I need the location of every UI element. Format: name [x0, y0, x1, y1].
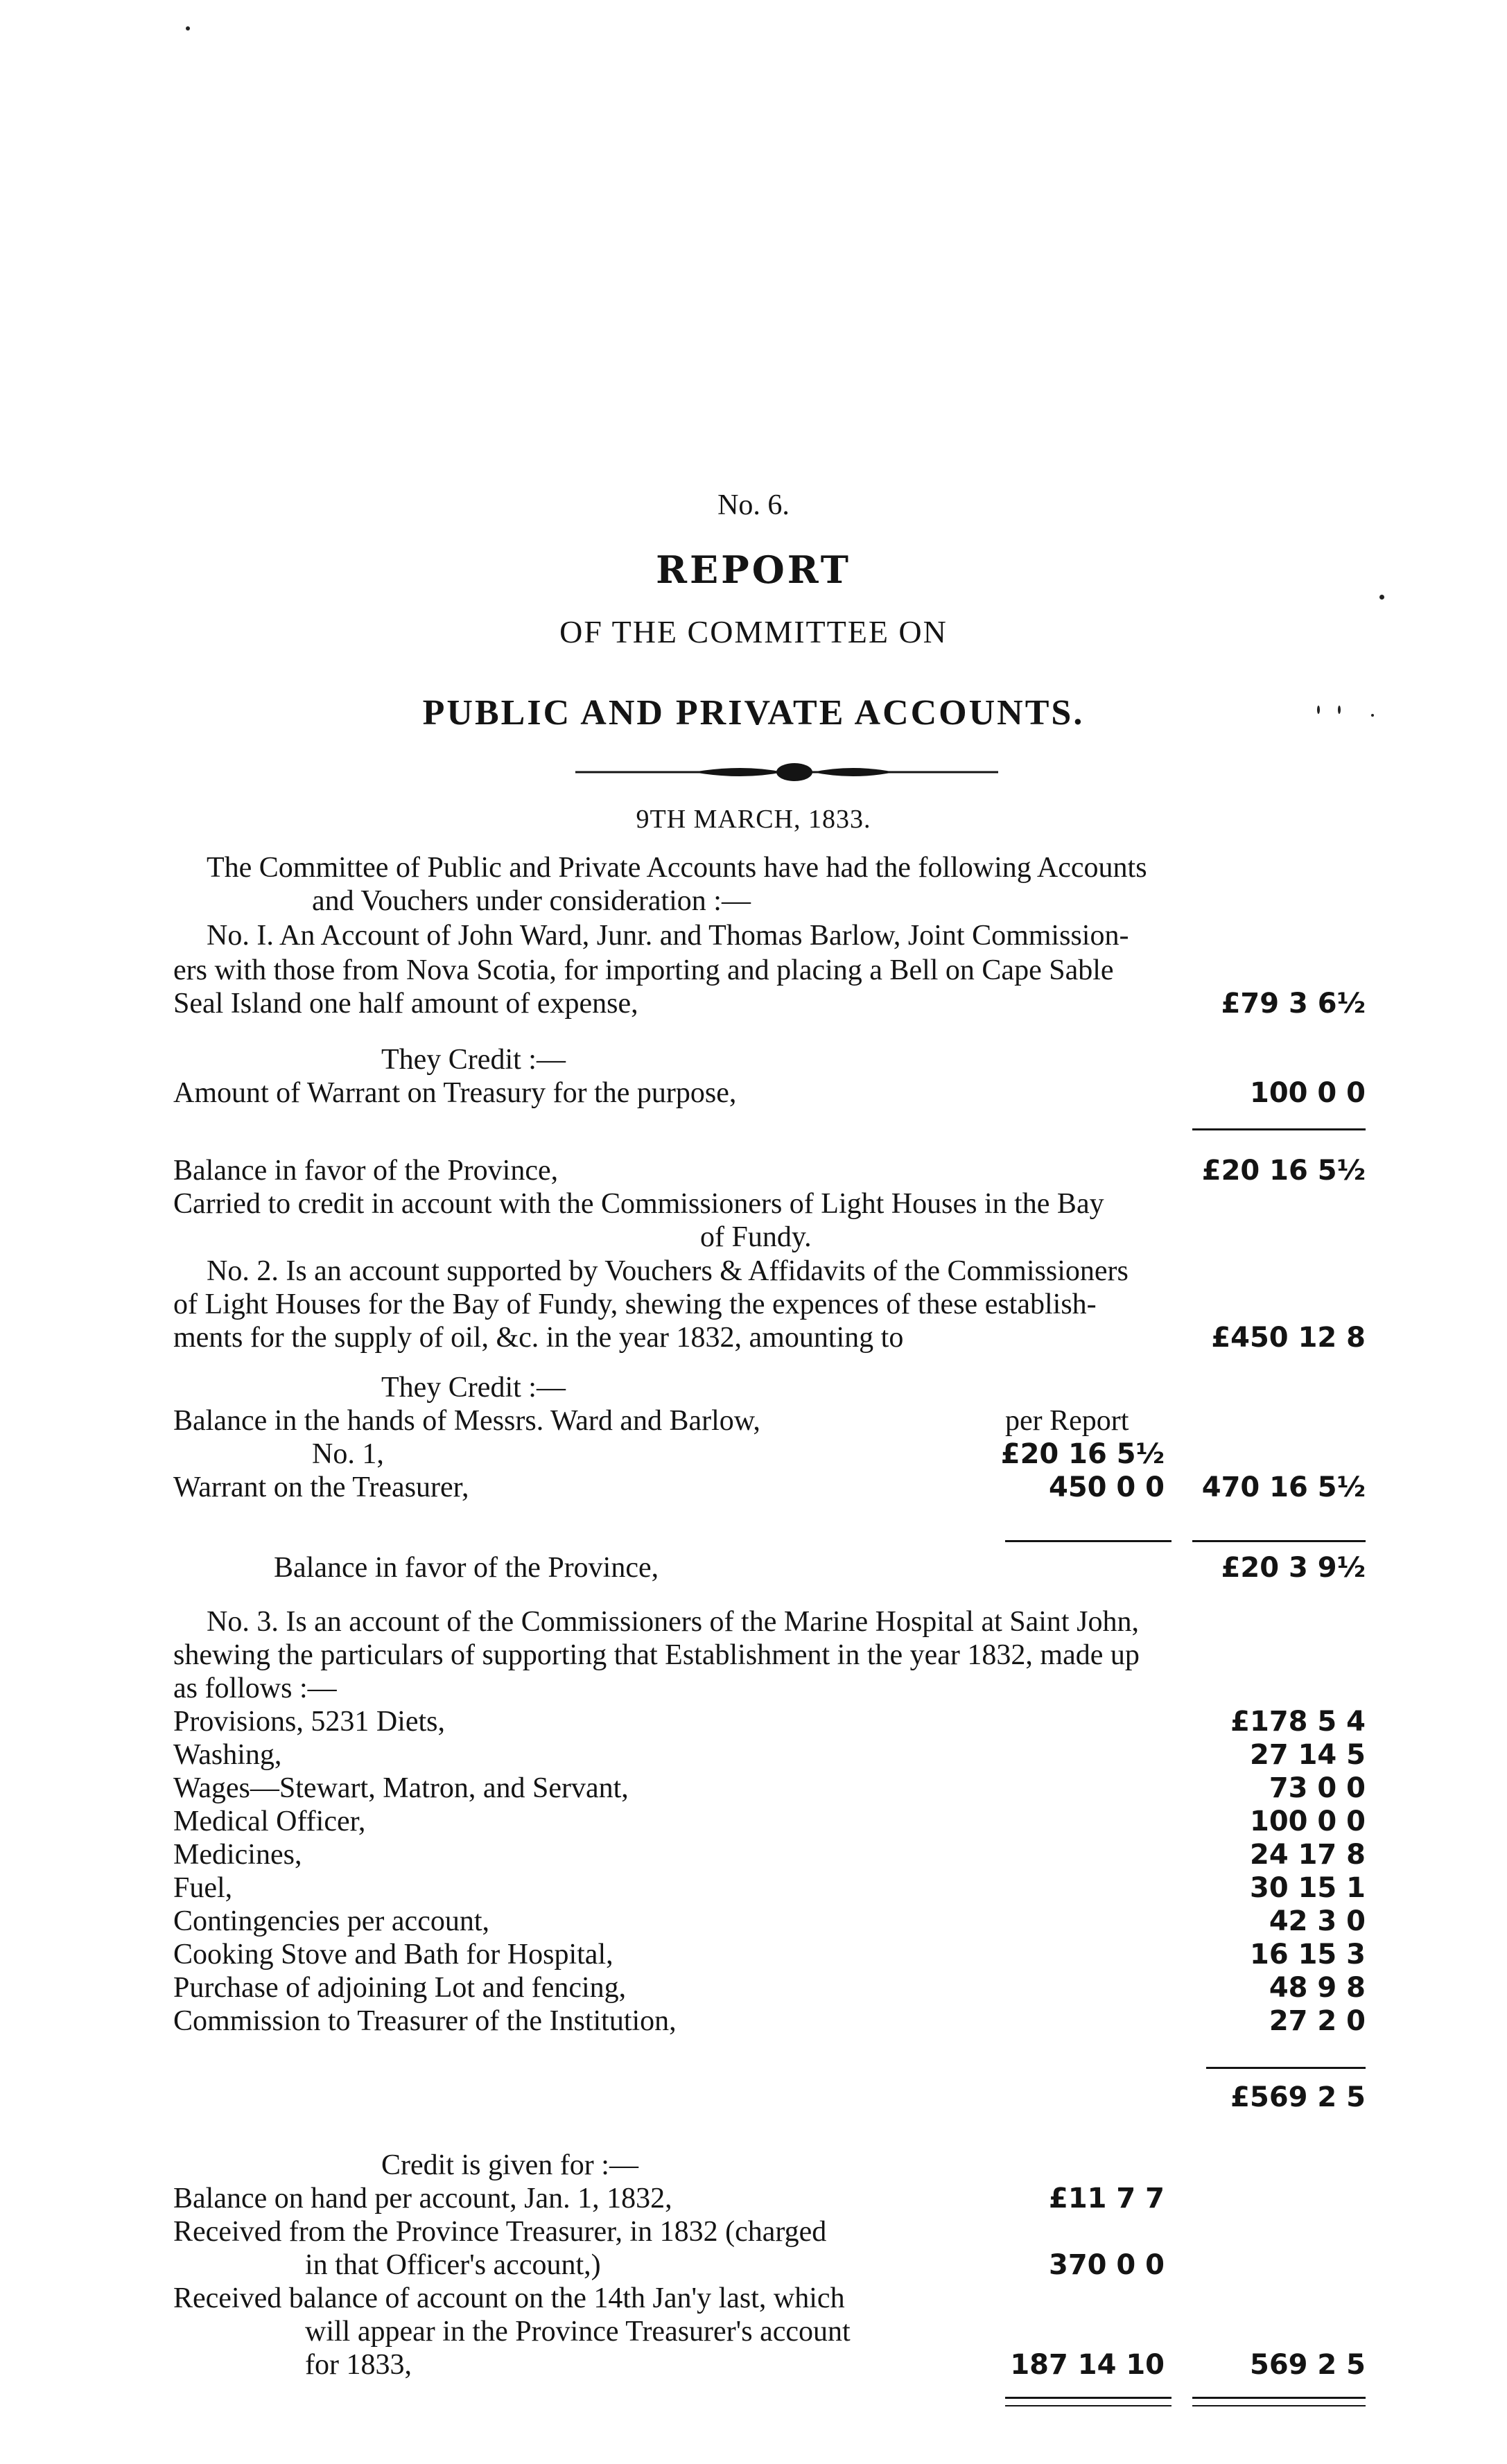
- account3-item-amount: 42 3 0: [1269, 1905, 1366, 1937]
- account3-item-label: Contingencies per account,: [173, 1905, 490, 1937]
- report-date: 9TH MARCH, 1833.: [636, 805, 871, 834]
- account3-line-3: as follows :—: [173, 1672, 337, 1704]
- account3-total: £569 2 5: [1230, 2081, 1366, 2113]
- account1-warrant-label: Amount of Warrant on Treasury for the purpose,: [173, 1077, 737, 1109]
- account3-credit-amount: £11 7 7: [1048, 2183, 1165, 2214]
- account1-line-1: No. I. An Account of John Ward, Junr. and Thomas Barlow, Joint Commission-: [207, 920, 1129, 952]
- account2-credit-total: 470 16 5½: [1201, 1471, 1366, 1503]
- account3-line-1: No. 3. Is an account of the Commissioners of the Marine Hospital at Saint John,: [207, 1606, 1139, 1638]
- account3-item-amount: 27 14 5: [1249, 1739, 1366, 1771]
- account3-credit-label: will appear in the Province Treasurer's account: [305, 2316, 851, 2348]
- scan-speck: [1338, 706, 1341, 714]
- scan-speck: [1371, 714, 1374, 717]
- account3-item-label: Purchase of adjoining Lot and fencing,: [173, 1972, 627, 2004]
- account3-item-label: Medicines,: [173, 1839, 302, 1871]
- intro-line-1: The Committee of Public and Private Accounts have had the following Accounts: [207, 852, 1147, 884]
- account3-credit-amount: 187 14 10: [1010, 2349, 1165, 2381]
- account1-balance-label: Balance in favor of the Province,: [173, 1155, 559, 1187]
- account3-item-amount: 16 15 3: [1249, 1939, 1366, 1971]
- account1-warrant-amount: 100 0 0: [1249, 1077, 1366, 1109]
- account3-item-label: Medical Officer,: [173, 1806, 366, 1837]
- scan-speck: [1379, 595, 1384, 600]
- scan-speck: [1317, 706, 1320, 714]
- account3-credit-label: for 1833,: [305, 2349, 412, 2381]
- report-heading: REPORT: [656, 548, 851, 592]
- account3-rule-left: [1005, 2397, 1171, 2399]
- account2-rule-right: [1192, 1540, 1366, 1542]
- account1-balance-amount: £20 16 5½: [1201, 1155, 1366, 1187]
- account3-item-label: Provisions, 5231 Diets,: [173, 1706, 446, 1738]
- account3-item-label: Fuel,: [173, 1872, 233, 1904]
- account1-line-2: ers with those from Nova Scotia, for importing and placing a Bell on Cape Sable: [173, 954, 1114, 986]
- account3-item-amount: 27 2 0: [1269, 2005, 1366, 2037]
- account2-credit-heading: They Credit :—: [381, 1372, 566, 1404]
- account3-item-amount: 24 17 8: [1249, 1839, 1366, 1871]
- account3-item-amount: 73 0 0: [1269, 1772, 1366, 1804]
- account2-line-2: of Light Houses for the Bay of Fundy, shewing the expences of these establish-: [173, 1288, 1097, 1320]
- account3-item-amount: 30 15 1: [1249, 1872, 1366, 1904]
- account3-rule-right: [1192, 2397, 1366, 2399]
- account2-line-1: No. 2. Is an account supported by Vouchers & Affidavits of the Commissioners: [207, 1255, 1129, 1287]
- document-title: PUBLIC AND PRIVATE ACCOUNTS.: [422, 693, 1085, 733]
- account3-item-label: Cooking Stove and Bath for Hospital,: [173, 1939, 613, 1971]
- account3-credit-label: Received from the Province Treasurer, in 1832 (charged: [173, 2216, 827, 2248]
- account2-no1-amount: £20 16 5½: [1000, 1438, 1165, 1470]
- account3-item-amount: 100 0 0: [1249, 1806, 1366, 1837]
- account3-line-2: shewing the particulars of supporting that Establishment in the year 1832, made up: [173, 1639, 1140, 1671]
- account1-carried-line-2: of Fundy.: [700, 1221, 812, 1253]
- account1-credit-heading: They Credit :—: [381, 1044, 566, 1076]
- account3-item-label: Wages—Stewart, Matron, and Servant,: [173, 1772, 629, 1804]
- account2-total: £450 12 8: [1211, 1322, 1366, 1354]
- account1-carried-line-1: Carried to credit in account with the Commissioners of Light Houses in the Bay: [173, 1188, 1104, 1220]
- account3-credit-total: 569 2 5: [1249, 2349, 1366, 2381]
- account3-item-amount: 48 9 8: [1269, 1972, 1366, 2004]
- account3-rule-left-2: [1005, 2405, 1171, 2406]
- account3-item-label: Washing,: [173, 1739, 282, 1771]
- account3-credit-heading: Credit is given for :—: [381, 2149, 638, 2181]
- committee-subtitle: OF THE COMMITTEE ON: [559, 614, 948, 649]
- account3-item-amount: £178 5 4: [1230, 1706, 1366, 1738]
- account3-credit-label: Balance on hand per account, Jan. 1, 1832,: [173, 2183, 672, 2214]
- intro-line-2: and Vouchers under consideration :—: [312, 885, 751, 917]
- scan-speck: [186, 26, 190, 30]
- account2-rule-left: [1005, 1540, 1171, 1542]
- ornament-divider: [575, 760, 998, 785]
- account2-balance-hands-label: Balance in the hands of Messrs. Ward and Barlow,: [173, 1405, 760, 1437]
- account3-credit-amount: 370 0 0: [1048, 2249, 1165, 2281]
- report-number: No. 6.: [717, 489, 790, 521]
- account2-warrant-label: Warrant on the Treasurer,: [173, 1471, 469, 1503]
- account3-items-rule: [1206, 2067, 1366, 2069]
- account2-no1-label: No. 1,: [312, 1438, 384, 1470]
- account3-item-label: Commission to Treasurer of the Institution,: [173, 2005, 677, 2037]
- account3-rule-right-2: [1192, 2405, 1366, 2406]
- account2-warrant-amount: 450 0 0: [1048, 1471, 1165, 1503]
- account2-balance-label: Balance in favor of the Province,: [274, 1552, 659, 1584]
- account3-credit-label: in that Officer's account,): [305, 2249, 601, 2281]
- account1-line-3: Seal Island one half amount of expense,: [173, 988, 638, 1020]
- account3-credit-label: Received balance of account on the 14th Jan'y last, which: [173, 2282, 845, 2314]
- account1-expense: £79 3 6½: [1221, 988, 1366, 1020]
- account2-balance-amount: £20 3 9½: [1221, 1552, 1366, 1584]
- account2-line-3: ments for the supply of oil, &c. in the year 1832, amounting to: [173, 1322, 904, 1354]
- account1-rule: [1192, 1128, 1366, 1130]
- account2-per-report: per Report: [1005, 1405, 1129, 1437]
